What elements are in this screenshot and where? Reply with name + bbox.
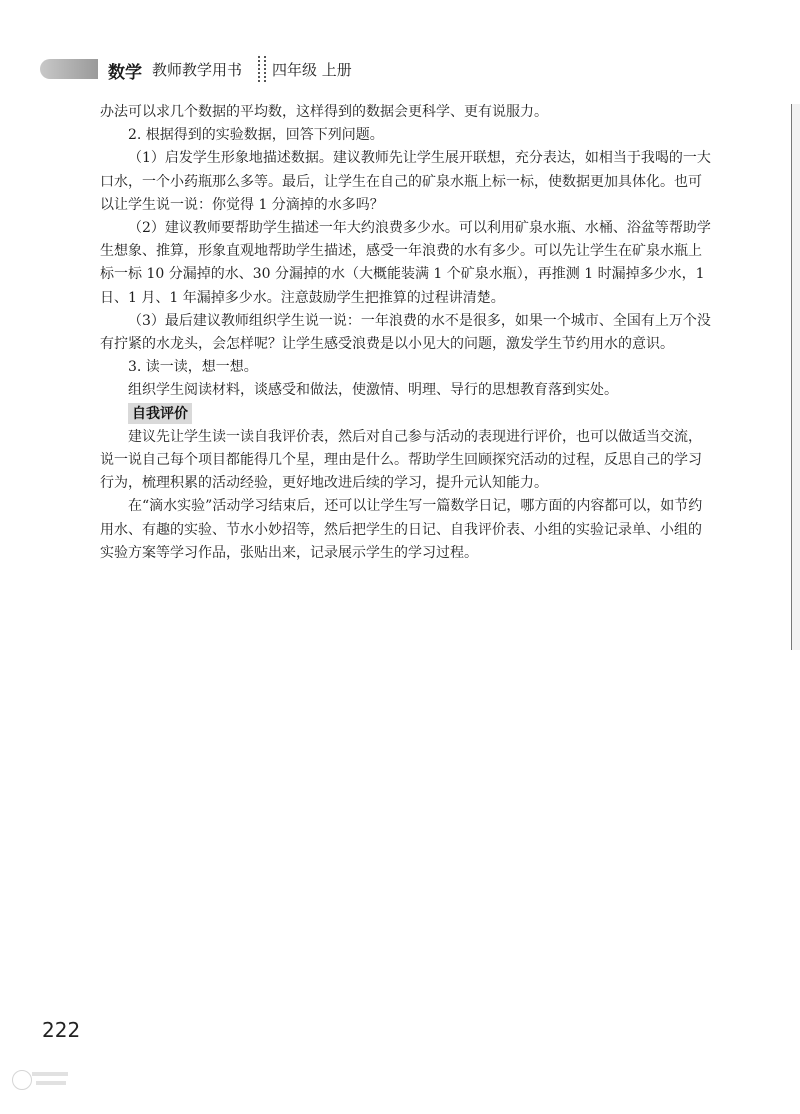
header-grade: 四年级 上册 bbox=[272, 61, 352, 79]
paragraph-item-2: 2. 根据得到的实验数据，回答下列问题。 bbox=[128, 127, 384, 144]
header-book-title: 教师教学用书 bbox=[152, 61, 243, 79]
page-edge-tab bbox=[791, 104, 800, 650]
watermark-line bbox=[36, 1081, 66, 1085]
section-title-self-evaluation: 自我评价 bbox=[128, 403, 192, 424]
paragraph-continuation: 办法可以求几个数据的平均数，这样得到的数据会更科学、更有说服力。 bbox=[100, 104, 548, 120]
paragraph-math-diary: 在“滴水实验”活动学习结束后，还可以让学生写一篇数学日记，哪方面的内容都可以，如节约用水、有趣的实验、节水小妙招等，然后把学生的日记、自我评价表、小组的实验记录单、小组的实验方案等学习作品，张贴出来，记录展示学生的学习过程。 bbox=[100, 498, 703, 561]
header-divider bbox=[258, 56, 266, 82]
watermark-logo-icon bbox=[12, 1070, 32, 1090]
page-content bbox=[100, 101, 712, 565]
watermark-line bbox=[32, 1072, 68, 1076]
page-header bbox=[0, 52, 800, 92]
paragraph-self-evaluation: 建议先让学生读一读自我评价表，然后对自己参与活动的表现进行评价，也可以做适当交流，说一说自己每个项目都能得几个星，理由是什么。帮助学生回顾探究活动的过程，反思自己的学习行为，梳理积累的活动经验，更好地改进后续的学习，提升元认知能力。 bbox=[100, 428, 702, 492]
paragraph-sub-3: （3）最后建议教师组织学生说一说：一年浪费的水不是很多，如果一个城市、全国有上万个没有拧紧的水龙头，会怎样呢？让学生感受浪费是以小见大的问题，激发学生节约用水的意识。 bbox=[100, 312, 711, 353]
paragraph-reading: 组织学生阅读材料，谈感受和做法，使激情、明理、导行的思想教育落到实处。 bbox=[128, 382, 618, 399]
paragraph-item-3: 3. 读一读，想一想。 bbox=[128, 359, 258, 376]
header-subject: 数学 bbox=[108, 63, 142, 83]
paragraph-sub-1: （1）启发学生形象地描述数据。建议教师先让学生展开联想，充分表达，如相当于我喝的一大口水，一个小药瓶那么多等。最后，让学生在自己的矿泉水瓶上标一标，使数据更加具体化。也可以让学生说一说：你觉得 1 分滴掉的水多吗？ bbox=[100, 150, 711, 213]
header-decoration-bar bbox=[40, 59, 98, 79]
page-number: 222 bbox=[42, 1018, 81, 1042]
paragraph-sub-2: （2）建议教师要帮助学生描述一年大约浪费多少水。可以利用矿泉水瓶、水桶、浴盆等帮助学生想象、推算，形象直观地帮助学生描述，感受一年浪费的水有多少。可以先让学生在矿泉水瓶上标一标 10 分漏掉的水、30 分漏掉的水（大概能装满 1 个矿泉水瓶），再推测 1 时漏掉多少水，1 日、1 月、1 年漏掉多少水。注意鼓励学生把推算的过程讲清楚。 bbox=[100, 220, 711, 306]
watermark-logo bbox=[12, 1070, 72, 1100]
